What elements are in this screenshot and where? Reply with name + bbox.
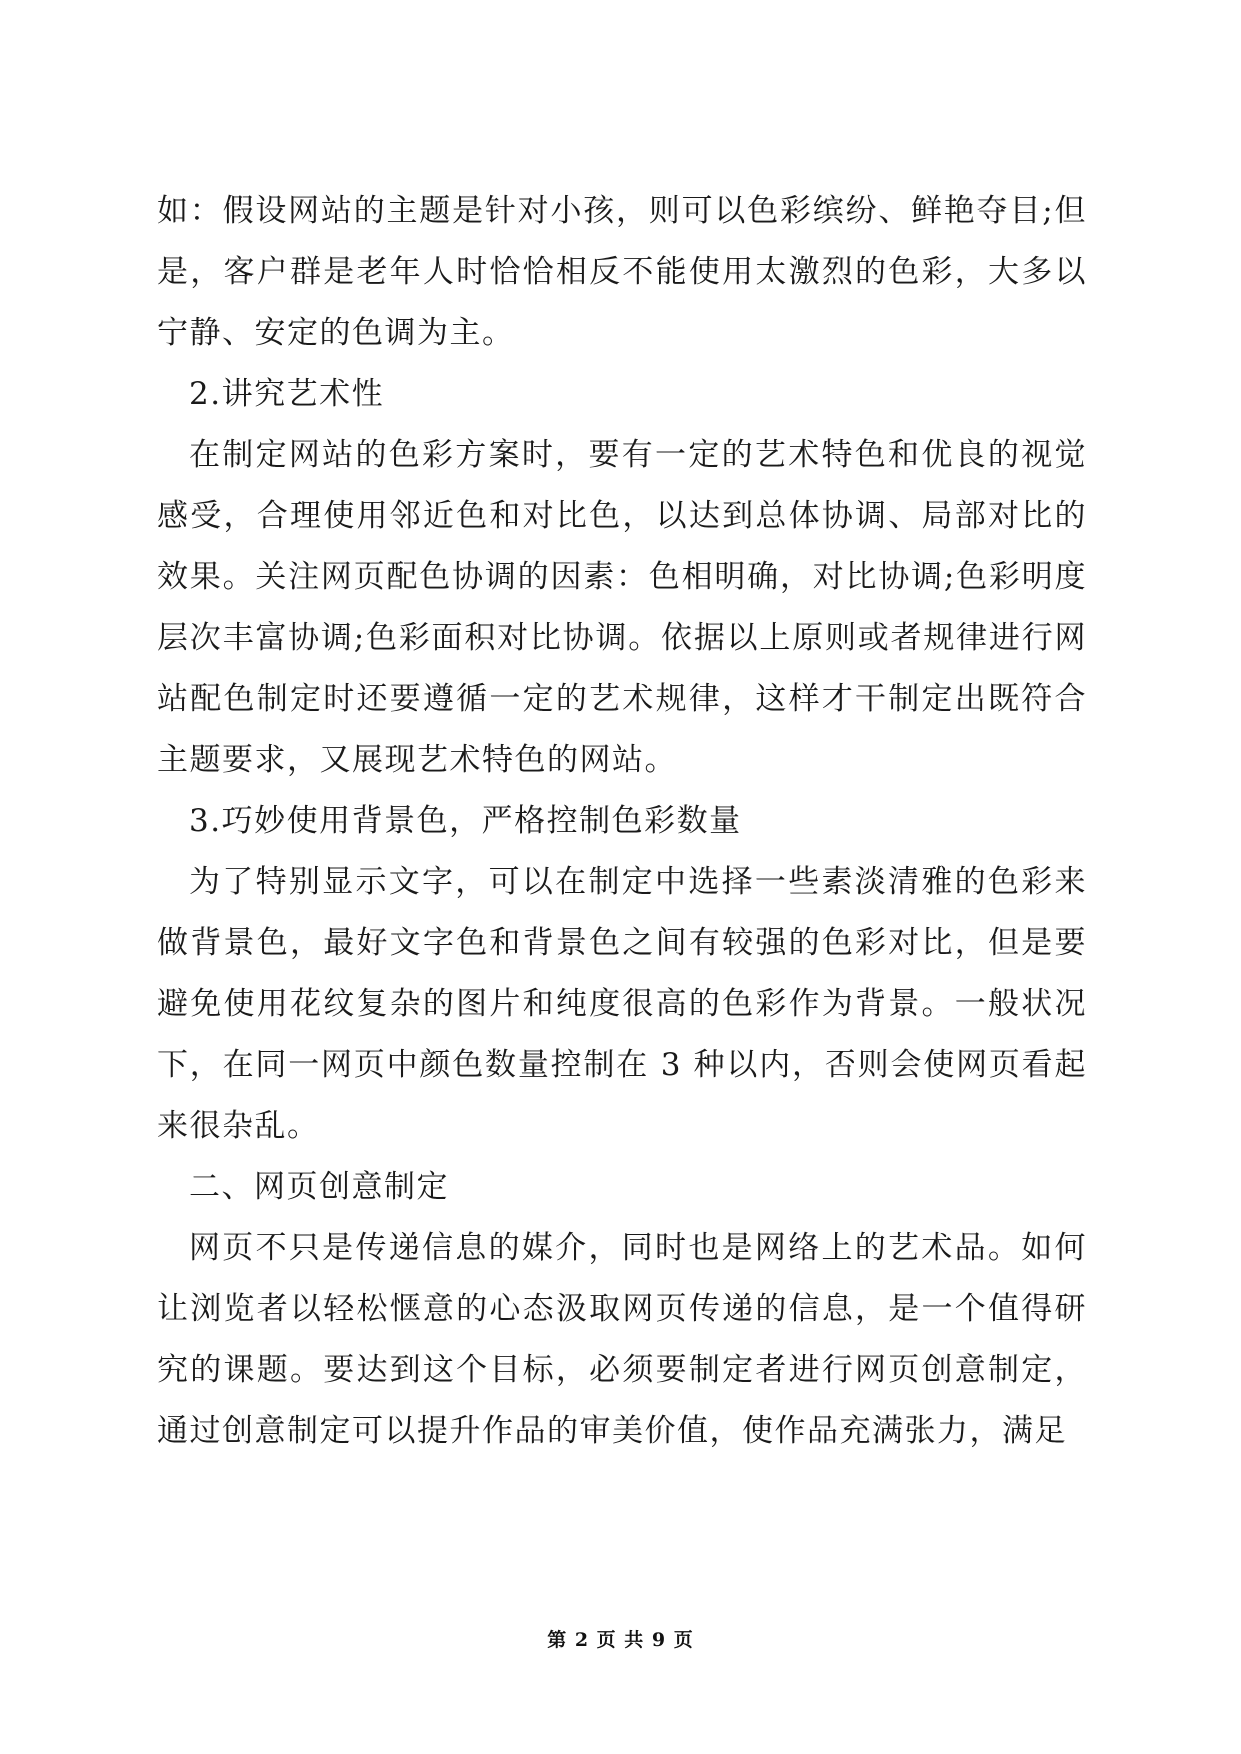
document-body <box>157 181 1087 1462</box>
paragraph-1: 如：假设网站的主题是针对小孩，则可以色彩缤纷、鲜艳夺目;但是，客户群是老年人时恰恰相反不能使用太激烈的色彩，大多以宁静、安定的色调为主。 <box>157 193 1087 351</box>
paragraph-3: 为了特别显示文字，可以在制定中选择一些素淡清雅的色彩来做背景色，最好文字色和背景色之间有较强的色彩对比，但是要避免使用花纹复杂的图片和纯度很高的色彩作为背景。一般状况下，在同一网页中颜色数量控制在 3 种以内，否则会使网页看起来很杂乱。 <box>157 864 1087 1144</box>
page-number-footer: 第 2 页 共 9 页 <box>547 1629 694 1651</box>
chapter-heading-2: 二、网页创意制定 <box>189 1169 449 1205</box>
paragraph-2: 在制定网站的色彩方案时，要有一定的艺术特色和优良的视觉感受，合理使用邻近色和对比色，以达到总体协调、局部对比的效果。关注网页配色协调的因素：色相明确，对比协调;色彩明度层次丰富协调;色彩面积对比协调。依据以上原则或者规律进行网站配色制定时还要遵循一定的艺术规律，这样才干制定出既符合主题要求，又展现艺术特色的网站。 <box>157 437 1087 778</box>
section-heading-3: 3.巧妙使用背景色，严格控制色彩数量 <box>189 803 742 839</box>
section-heading-2: 2.讲究艺术性 <box>189 376 385 412</box>
paragraph-4: 网页不只是传递信息的媒介，同时也是网络上的艺术品。如何让浏览者以轻松惬意的心态汲取网页传递的信息，是一个值得研究的课题。要达到这个目标，必须要制定者进行网页创意制定，通过创意制定可以提升作品的审美价值，使作品充满张力，满足 <box>157 1230 1087 1449</box>
